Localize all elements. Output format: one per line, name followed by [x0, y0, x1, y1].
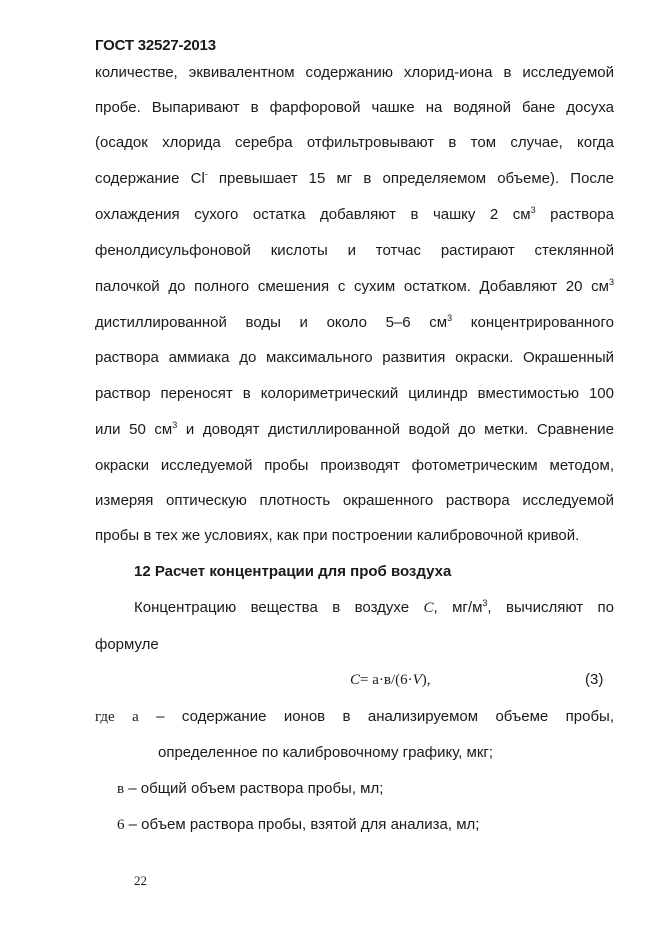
- formula-body: = a·в/(6·: [360, 672, 413, 688]
- symbol-description: – содержание ионов в анализируемом объеме пробы,: [156, 708, 615, 725]
- symbol: в: [117, 781, 125, 797]
- legend-row: [117, 816, 614, 834]
- paragraph-line: пробы в тех же условиях, как при построении калибровочной кривой.: [95, 527, 580, 544]
- paragraph-line: [95, 206, 614, 225]
- superscript: -: [204, 169, 208, 179]
- text-run: , мг/м: [433, 599, 483, 616]
- paragraph-line: количестве, эквивалентном содержанию хлорид-иона в исследуемой: [95, 64, 614, 81]
- paragraph-line: раствора аммиака до максимального развития окраски. Окрашенный: [95, 349, 614, 366]
- symbol-description: – общий объем раствора пробы, мл;: [128, 780, 384, 797]
- paragraph-line: пробе. Выпаривают в фарфоровой чашке на водяной бане досуха: [95, 99, 614, 116]
- paragraph-line: раствор переносят в колориметрический цилиндр вместимостью 100: [95, 385, 614, 402]
- text-run: охлаждения сухого остатка добавляют в чашку 2 см: [95, 206, 531, 223]
- formula: [350, 671, 431, 689]
- legend-continuation: определенное по калибровочному графику, мкг;: [158, 744, 494, 761]
- text-run: или 50 см: [95, 421, 173, 438]
- text-run: превышает 15 мг в определяемом объеме). После: [207, 170, 615, 187]
- text-run: дистиллированной воды и около 5–6 см: [95, 314, 448, 331]
- legend-row: [117, 780, 614, 798]
- symbol: 6: [117, 817, 125, 833]
- text-run: раствора: [535, 206, 614, 223]
- text-run: Концентрацию вещества в воздухе: [134, 599, 410, 616]
- superscript: 3: [608, 277, 614, 287]
- where-word: где: [95, 709, 115, 725]
- formula-close: ),: [421, 672, 431, 688]
- paragraph-line: [95, 170, 614, 189]
- document-header: ГОСТ 32527-2013: [95, 37, 216, 54]
- paragraph-line: окраски исследуемой пробы производят фотометрическим методом,: [95, 457, 614, 474]
- superscript: 3: [447, 313, 453, 323]
- formula-lhs: C: [350, 672, 361, 688]
- page-number: 22: [134, 873, 147, 888]
- symbol: a: [132, 709, 139, 725]
- paragraph-line: фенолдисульфоновой кислоты и тотчас растирают стеклянной: [95, 242, 614, 259]
- superscript: 3: [172, 420, 178, 430]
- paragraph-line: [95, 314, 614, 333]
- text-run: содержание Cl: [95, 170, 205, 187]
- paragraph-line: [134, 599, 614, 618]
- text-run: палочкой до полного смешения с сухим остатком. Добавляют 20 см: [95, 278, 609, 295]
- variable: C: [423, 600, 434, 616]
- paragraph-line: формуле: [95, 636, 159, 653]
- superscript: 3: [482, 598, 488, 608]
- superscript: 3: [530, 205, 536, 215]
- symbol-description: – объем раствора пробы, взятой для анализа, мл;: [128, 816, 480, 833]
- paragraph-line: [95, 421, 614, 440]
- equation-number: (3): [585, 671, 604, 688]
- formula-variable: V: [412, 672, 422, 688]
- text-run: , вычисляют по: [487, 599, 615, 616]
- paragraph-line: [95, 278, 614, 297]
- legend-row: [95, 708, 614, 726]
- text-run: и доводят дистиллированной водой до метки. Сравнение: [177, 421, 615, 438]
- paragraph-line: (осадок хлорида серебра отфильтровывают в том случае, когда: [95, 134, 614, 151]
- paragraph-line: измеряя оптическую плотность окрашенного раствора исследуемой: [95, 492, 614, 509]
- section-heading: 12 Расчет концентрации для проб воздуха: [134, 563, 452, 580]
- text-run: концентрированного: [452, 314, 614, 331]
